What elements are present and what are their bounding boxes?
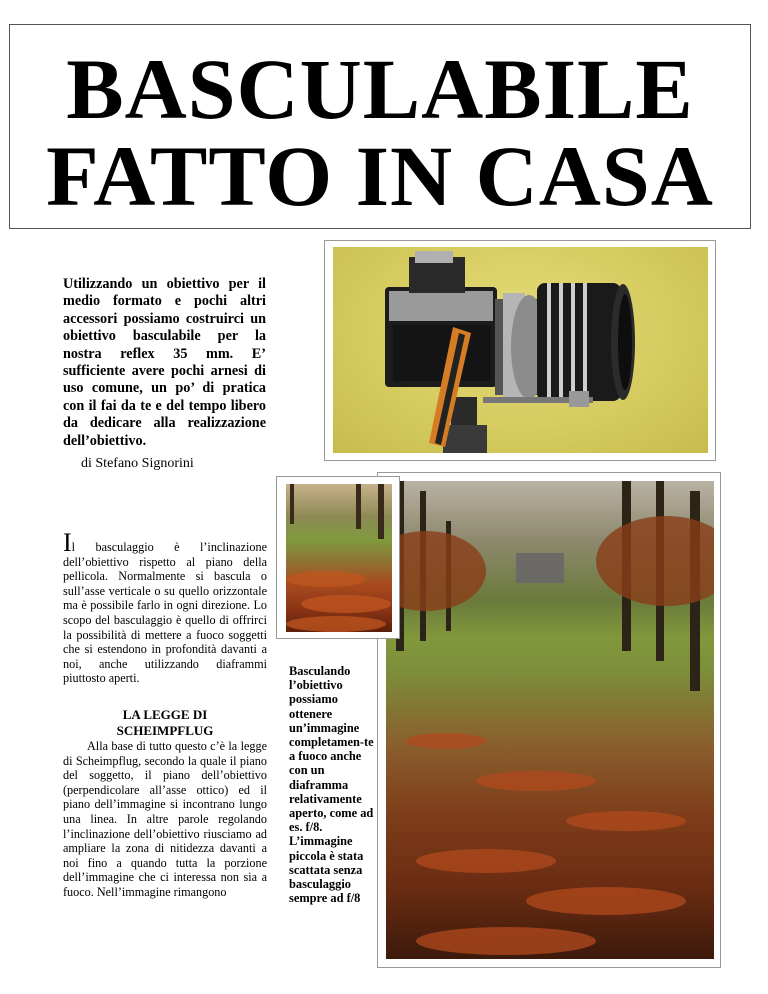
body-paragraph-2: Alla base di tutto questo c’è la legge di Scheimpflug, secondo la quale il piano del soggetto, il piano dell’obiettivo (perpendicolare all’asse ottico) ed il piano dell’immagine si incontrano lungo una linea. In altre parole regolando l’inclinazione dell’obiettivo riusciamo ad ampliare la zona di nitidezza davanti a noi fino a quando tutta la porzione dell’immagine che ci interessa non sia a fuoco. Nell’immagine rimangono	[63, 739, 267, 899]
section-heading	[63, 707, 267, 738]
forest-photo-large	[377, 472, 721, 968]
section-heading-line-2: SCHEIMPFLUG	[116, 722, 214, 738]
forest-image-large	[386, 481, 714, 959]
camera-photo	[324, 240, 716, 461]
forest-photo-small	[276, 476, 400, 639]
title-line-2: FATTO IN CASA	[46, 128, 714, 224]
byline: di Stefano Signorini	[81, 456, 194, 471]
intro-paragraph: Utilizzando un obiettivo per il medio formato e pochi altri accessori possiamo costruirci un obiettivo basculabile per la nostra reflex 35 mm. E’ sufficiente avere pochi arnesi di uso comune, un po’ di pratica con il fai da te e del tempo libero da dedicare alla realizzazione dell’obiettivo.	[63, 276, 266, 449]
photo-caption: Basculando l’obiettivo possiamo ottenere un’immagine completamen-te a fuoco anche con un diaframma relativamente aperto, come ad es. f/8. L’immagine piccola è stata scattata senza basculaggio sempre ad f/8	[289, 664, 374, 906]
forest-image-small	[286, 484, 392, 632]
forest-illustration-large	[386, 481, 714, 959]
title-line-1: BASCULABILE	[66, 41, 694, 137]
forest-illustration-small	[286, 484, 392, 632]
camera-illustration	[333, 247, 708, 453]
camera-image	[333, 247, 708, 453]
title-box	[9, 24, 751, 229]
body-paragraph-1-text: l basculaggio è l’inclinazione dell’obiettivo rispetto al piano della pellicola. Normalmente si bascula o sull’asse verticale o su quello orizzontale ma è possibile farlo in ogni direzione. Lo scopo del basculaggio è quello di offrirci la possibilità di mettere a fuoco soggetti che si estendono in profondità davanti a noi, anche utilizzando diaframmi piuttosto aperti.	[63, 540, 267, 686]
body-paragraph-1	[63, 528, 267, 686]
section-heading-line-1: LA LEGGE DI	[122, 707, 208, 722]
drop-cap: I	[63, 528, 72, 557]
